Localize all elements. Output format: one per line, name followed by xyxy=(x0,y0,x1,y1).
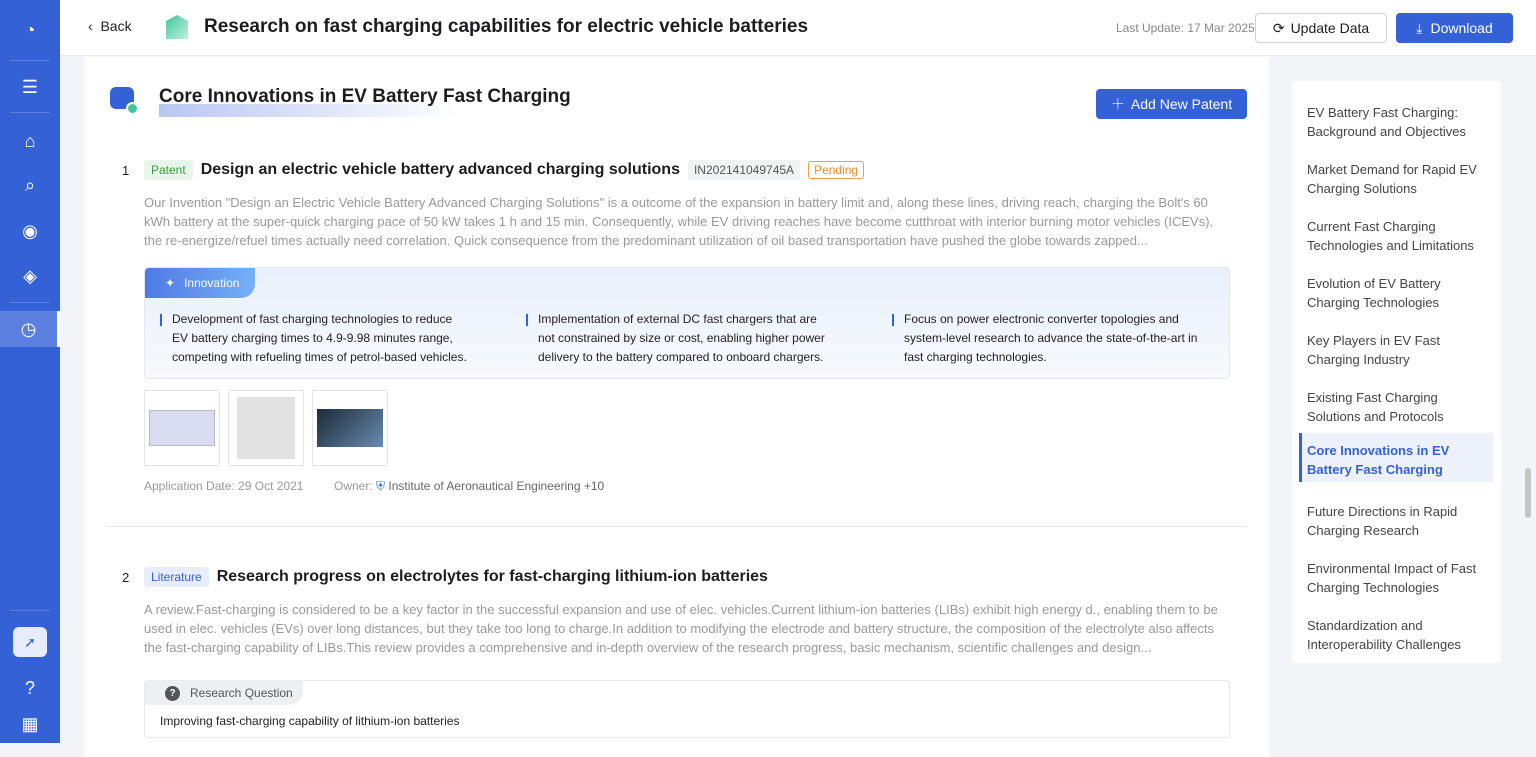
toc-item[interactable]: Current Fast Charging Technologies and Limitations xyxy=(1299,209,1493,263)
item-number: 1 xyxy=(122,163,129,178)
cube-icon[interactable]: ◈ xyxy=(0,258,60,294)
apps-grid-icon[interactable]: ▦ xyxy=(0,706,60,742)
plus-icon: ＋ xyxy=(1111,94,1125,114)
patent-image-thumbnail[interactable] xyxy=(144,390,220,466)
toc-item-active[interactable]: Core Innovations in EV Battery Fast Charging xyxy=(1299,433,1493,482)
research-question-panel: ? Research Question Improving fast-charging capability of lithium-ion batteries xyxy=(144,680,1230,738)
literature-tag: Literature xyxy=(144,567,209,587)
patent-number: IN202141049745A xyxy=(688,160,800,180)
toc-item[interactable]: Environmental Impact of Fast Charging Technologies xyxy=(1299,551,1493,605)
patent-image-thumbnail[interactable] xyxy=(312,390,388,466)
back-button[interactable]: ‹ Back xyxy=(88,18,132,34)
toc-item[interactable]: Market Demand for Rapid EV Charging Solutions xyxy=(1299,152,1493,206)
owner: Owner: ⛨ Institute of Aeronautical Engineering +10 xyxy=(334,479,604,494)
rocket-icon[interactable]: ➚ xyxy=(0,624,60,660)
page-title: Research on fast charging capabilities for electric vehicle batteries xyxy=(204,16,808,38)
history-icon[interactable]: ◷ xyxy=(0,311,60,347)
add-new-patent-button[interactable]: ＋ Add New Patent xyxy=(1096,89,1247,119)
main-content xyxy=(84,57,1269,757)
item-abstract: A review.Fast-charging is considered to be a key factor in the successful expansion and use of elec. vehicles.Current lithium-ion batteries (LIBs) exhibit high energy d., enabling them to be used in elec. vehicles (EVs) over long distances, but they take too long to charge.In addition to modifying the electrode and battery structure, the composition of the electrolyte also affects the fast-charging capability of LIBs.This review provides a comprehensive and in-depth overview of the research progress, basic mechanism, scientific challenges and design... xyxy=(144,600,1232,657)
research-question-text: Improving fast-charging capability of lithium-ion batteries xyxy=(160,714,459,728)
toc-item[interactable]: Evolution of EV Battery Charging Technologies xyxy=(1299,266,1493,320)
patent-tag: Patent xyxy=(144,160,193,180)
item-title[interactable]: Research progress on electrolytes for fast-charging lithium-ion batteries xyxy=(217,568,768,586)
divider xyxy=(10,302,50,303)
section-title: Core Innovations in EV Battery Fast Charging xyxy=(159,86,579,117)
toc-item[interactable]: Existing Fast Charging Solutions and Protocols xyxy=(1299,380,1493,434)
table-of-contents xyxy=(1292,81,1501,663)
divider xyxy=(106,526,1247,527)
item-abstract: Our Invention "Design an Electric Vehicle Battery Advanced Charging Solutions" is a outcome of the expansion in battery limit and, along these lines, driving reach, charging the Bolt's 60 kWh battery at the super-quick charging pace of 50 kW takes 1 h and 15 min. Consequently, while EV driving reaches have become cutthroat with interior burning motor vehicles (ICEVs), the re-energize/refuel times actually need correlation. Quick consequence from the predominant utilization of oil based transportation have pushed the globe towards zapped... xyxy=(144,193,1232,250)
help-icon[interactable]: ? xyxy=(0,670,60,706)
divider xyxy=(10,60,50,61)
item-number: 2 xyxy=(122,570,129,585)
chevron-left-icon: ‹ xyxy=(88,18,100,34)
patent-section-icon xyxy=(110,87,134,109)
patent-image-thumbnail[interactable] xyxy=(228,390,304,466)
toc-item[interactable]: Standardization and Interoperability Challenges xyxy=(1299,608,1493,662)
logo-icon[interactable]: ◔ xyxy=(0,12,60,48)
home-icon[interactable]: ⌂ xyxy=(0,123,60,159)
top-bar xyxy=(60,0,1536,56)
toc-item[interactable]: Future Directions in Rapid Charging Research xyxy=(1299,494,1493,548)
signal-icon[interactable]: ◉ xyxy=(0,213,60,249)
scrollbar[interactable] xyxy=(1525,468,1531,518)
toc-item[interactable]: EV Battery Fast Charging: Background and Objectives xyxy=(1299,95,1493,149)
refresh-icon: ⟳ xyxy=(1273,20,1285,37)
report-icon xyxy=(166,15,188,39)
last-update: Last Update: 17 Mar 2025 xyxy=(1116,21,1255,35)
institution-logo-icon: ⛨ xyxy=(376,479,385,493)
divider xyxy=(10,112,50,113)
divider xyxy=(10,610,50,611)
download-icon: ⤓ xyxy=(1416,20,1422,37)
question-icon: ? xyxy=(165,686,180,701)
status-badge: Pending xyxy=(808,161,864,179)
sparkle-icon: ✦ xyxy=(165,276,175,290)
application-date: Application Date: 29 Oct 2021 xyxy=(144,479,303,493)
item-title[interactable]: Design an electric vehicle battery advanced charging solutions xyxy=(201,161,680,179)
search-icon[interactable]: ⌕ xyxy=(0,167,60,203)
innovation-point: Focus on power electronic converter topologies and system-level research to advance the state-of-the-art in fast charging technologies. xyxy=(892,310,1202,367)
innovation-point: Development of fast charging technologies to reduce EV battery charging times to 4.9-9.98 minutes range, competing with refueling times of petrol-based vehicles. xyxy=(160,310,470,367)
sidebar xyxy=(0,0,60,743)
toc-item[interactable]: Key Players in EV Fast Charging Industry xyxy=(1299,323,1493,377)
innovation-point: Implementation of external DC fast chargers that are not constrained by size or cost, enabling higher power delivery to the battery compared to onboard chargers. xyxy=(526,310,836,367)
innovation-panel: ✦ Innovation Development of fast charging technologies to reduce EV battery charging times to 4.9-9.98 minutes range, competing with refueling times of petrol-based vehicles. Implementation of external DC fast chargers that are not constrained by size or cost, enabling higher power delivery to the battery compared to onboard chargers. Focus on power electronic converter topologies and system-level research to advance the state-of-the-art in fast charging technologies. xyxy=(144,267,1230,379)
expand-menu-icon[interactable]: ☰ xyxy=(0,69,60,105)
download-button[interactable]: ⤓ Download xyxy=(1396,13,1513,43)
update-data-button[interactable]: ⟳ Update Data xyxy=(1255,13,1387,43)
